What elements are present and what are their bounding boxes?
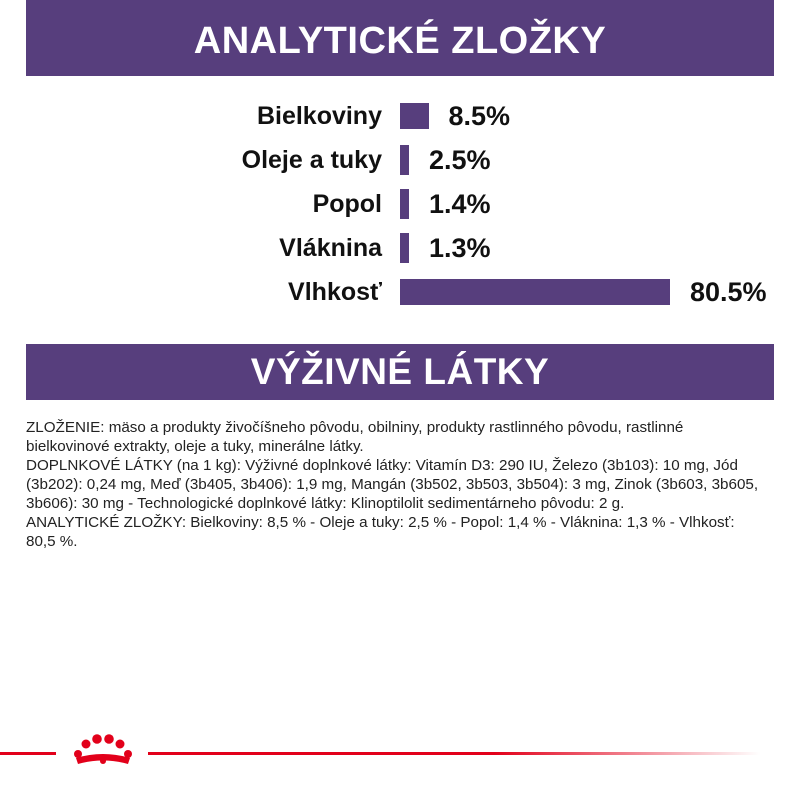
bar-category-label: Oleje a tuky <box>241 146 382 174</box>
composition-paragraph: ZLOŽENIE: mäso a produkty živočíšneho pôvodu, obilniny, produkty rastlinného pôvodu, rastlinné bielkovinové extrakty, oleje a tuky, minerálne látky. <box>26 419 684 455</box>
bar-row <box>0 96 800 136</box>
bar-category-label: Popol <box>312 190 382 218</box>
bar-row <box>0 228 800 268</box>
composition-text <box>26 418 766 551</box>
bar-row <box>0 272 800 312</box>
bar-category-label: Vláknina <box>279 234 382 262</box>
royal-canin-crown-icon <box>56 728 148 772</box>
bar-row <box>0 184 800 224</box>
bar-row <box>0 140 800 180</box>
page-title: ANALYTICKÉ ZLOŽKY <box>193 19 607 62</box>
analytical-bar-chart <box>0 96 800 326</box>
analytical-paragraph: ANALYTICKÉ ZLOŽKY: Bielkoviny: 8,5 % - Oleje a tuky: 2,5 % - Popol: 1,4 % - Vláknina: 1,3 % - Vlhkosť: 80,5 %. <box>26 514 735 550</box>
bar-value-label: 8.5% <box>448 101 511 131</box>
bar-value-label: 1.4% <box>429 189 491 219</box>
analytical-components-banner <box>26 0 774 76</box>
bar-category-label: Bielkoviny <box>256 102 382 130</box>
bar-value-label: 2.5% <box>429 145 491 175</box>
section-title: VÝŽIVNÉ LÁTKY <box>250 351 550 392</box>
bar <box>400 233 409 263</box>
bar <box>400 145 409 175</box>
bar-value-label: 1.3% <box>429 233 491 263</box>
bar <box>400 279 670 305</box>
nutrients-banner <box>26 344 774 400</box>
bar-value-label: 80.5% <box>690 277 767 307</box>
additives-paragraph: DOPLNKOVÉ LÁTKY (na 1 kg): Výživné doplnkové látky: Vitamín D3: 290 IU, Železo (3b103): 10 mg, Jód (3b202): 0,24 mg, Meď (3b405, 3b406): 1,9 mg, Mangán (3b502, 3b503, 3b504): 3 mg, Zinok (3b603, 3b605, 3b606): 30 mg - Technologické doplnkové látky: Klinoptilolit sedimentárneho pôvodu: 2 g. <box>26 457 759 512</box>
bar-category-label: Vlhkosť <box>288 278 382 306</box>
bar <box>400 103 429 129</box>
bar <box>400 189 409 219</box>
